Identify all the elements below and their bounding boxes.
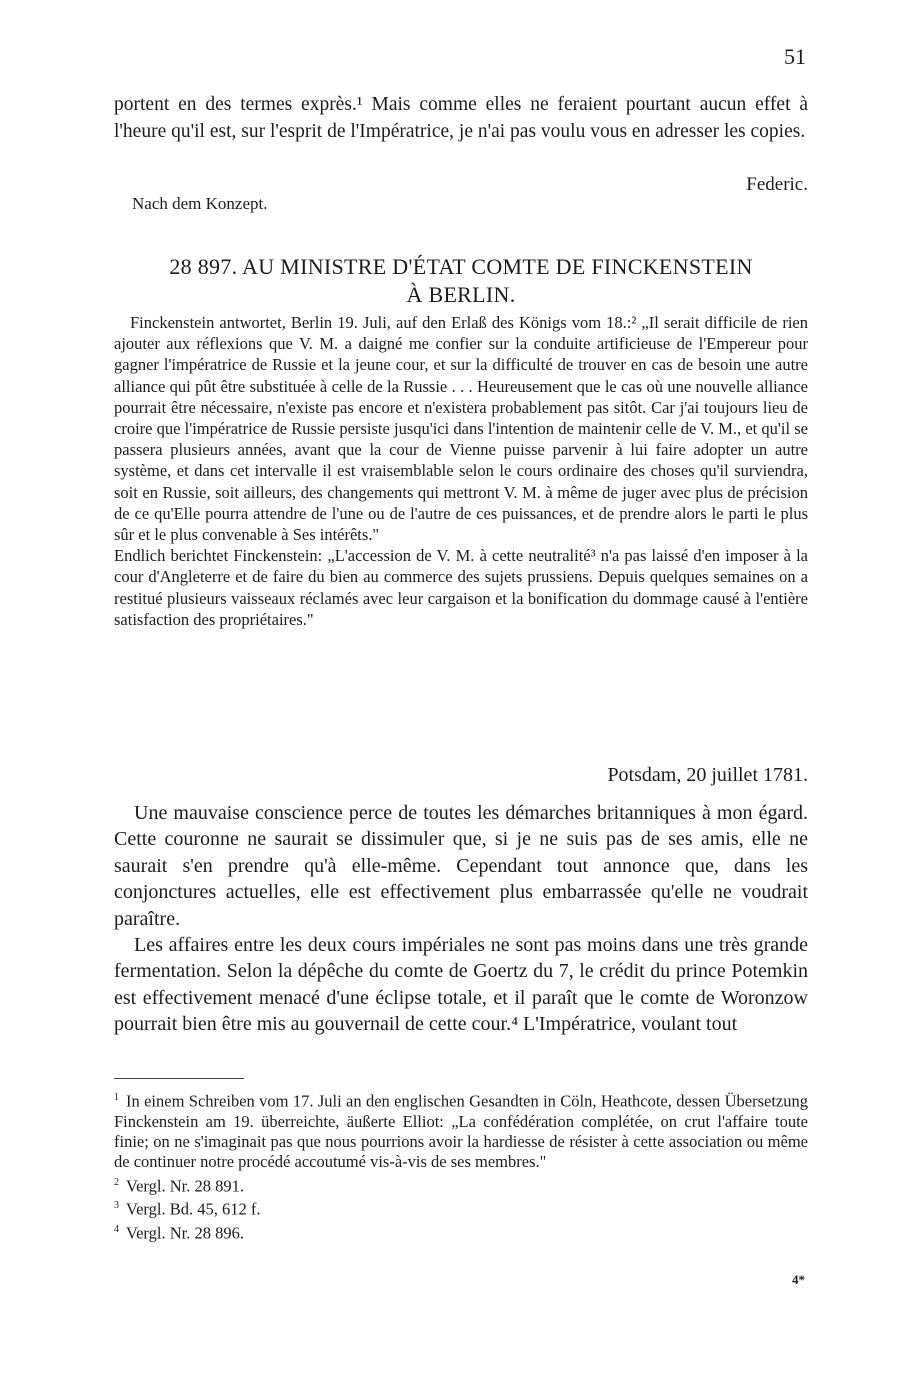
heading-line-1: 28 897. AU MINISTRE D'ÉTAT COMTE DE FINCKENSTEIN [169,254,753,279]
letter-body [114,800,808,1038]
footnote-mark: 3 [114,1200,119,1212]
top-paragraph: portent en des termes exprès.¹ Mais comme elles ne feraient pourtant aucun effet à l'heure qu'il est, sur l'esprit de l'Impératrice, je n'ai pas voulu vous en adresser les copies. [114,94,808,142]
footnote-mark: 4 [114,1224,119,1236]
document-heading [114,253,808,309]
footnotes [114,1088,808,1244]
letter-paragraph-1: Une mauvaise conscience perce de toutes les démarches britanniques à mon égard. Cette couronne ne saurait se dissimuler que, si je ne suis pas de ses amis, elle ne saurait s'en prendre qu'à elle-même. Cependant tout annonce que, dans les conjonctures actuelles, elle est effectivement plus embarrassée qu'elle ne voudrait paraître. [114,802,808,930]
footnote-text: Vergl. Nr. 28 896. [126,1223,244,1243]
footnote-3 [114,1196,808,1220]
dateline: Potsdam, 20 juillet 1781. [607,764,808,786]
footnote-divider [114,1078,244,1079]
summary-paragraph-2: Endlich berichtet Finckenstein: „L'accession de V. M. à cette neutralité³ n'a pas laissé d'en imposer à la cour d'Angleterre et de faire du bien au commerce des sujets prussiens. Depuis quelques semaines on a restitué plusieurs vaisseaux réclamés avec leur cargaison et la bonification du dommage causé à l'entière satisfaction des propriétaires." [114,546,808,629]
footnote-2 [114,1173,808,1197]
summary-paragraph-1: Finckenstein antwortet, Berlin 19. Juli, auf den Erlaß des Königs vom 18.:² „Il serait difficile de rien ajouter aux réflexions que V. M. a daigné me confier sur la conduite artificieuse de l'Empereur pour gagner l'impératrice de Russie et la jeune cour, et sur la difficulté de trouver en cas de besoin une autre alliance qui pût être substituée à celle de la Russie . . . Heureusement que le cas où une nouvelle alliance pourrait être nécessaire, n'existe pas encore et n'existera probablement pas sitôt. Car j'ai toujours lieu de croire que l'impératrice de Russie persiste jusqu'ici dans l'intention de maintenir celle de V. M., et qu'il se passera plusieurs années, avant que la cour de Vienne puisse parvenir à lui faire adopter un autre système, et dans cet intervalle il est vraisemblable selon le cours ordinaire des choses qu'il surviendra, soit en Russie, soit ailleurs, des changements qui mettront V. M. à même de juger avec plus de précision de ce qu'Elle pourra attendre de l'une ou de l'autre de ces puissances, et de prendre alors le parti le plus sûr et le plus convenable à Ses intérêts." [114,313,808,545]
footnote-mark: 2 [114,1176,119,1188]
footnote-text: Vergl. Bd. 45, 612 f. [126,1199,261,1219]
signature: Federic. [746,174,808,195]
footnote-text: Vergl. Nr. 28 891. [126,1176,244,1196]
footnote-4 [114,1220,808,1244]
footnote-1 [114,1088,808,1173]
signature-mark: 4* [792,1272,805,1287]
continued-letter-paragraph [114,91,808,145]
footnote-mark: 1 [114,1092,119,1103]
letter-paragraph-2: Les affaires entre les deux cours impériales ne sont pas moins dans une très grande fermentation. Selon la dépêche du comte de Goertz du 7, le crédit du prince Potemkin est effectivement menacé d'une éclipse totale, et il paraît que le comte de Woronzow pourrait bien être mis au gouvernail de cette cour.⁴ L'Impératrice, voulant tout [114,934,808,1036]
source-note: Nach dem Konzept. [132,194,268,213]
footnote-text: In einem Schreiben vom 17. Juli an den englischen Gesandten in Cöln, Heathcote, dessen Übersetzung Finckenstein am 19. überreichte, äußerte Elliot: „La confédération complétée, on crut l'affaire toute finie; on ne s'imaginait pas que nous pourrions avoir la hardiesse de résister à cette association ou même de continuer notre procédé accoutumé vis-à-vis de ses membres." [114,1091,808,1172]
page-number: 51 [784,44,806,69]
heading-line-2: À BERLIN. [406,282,516,307]
summary-section [114,312,808,630]
